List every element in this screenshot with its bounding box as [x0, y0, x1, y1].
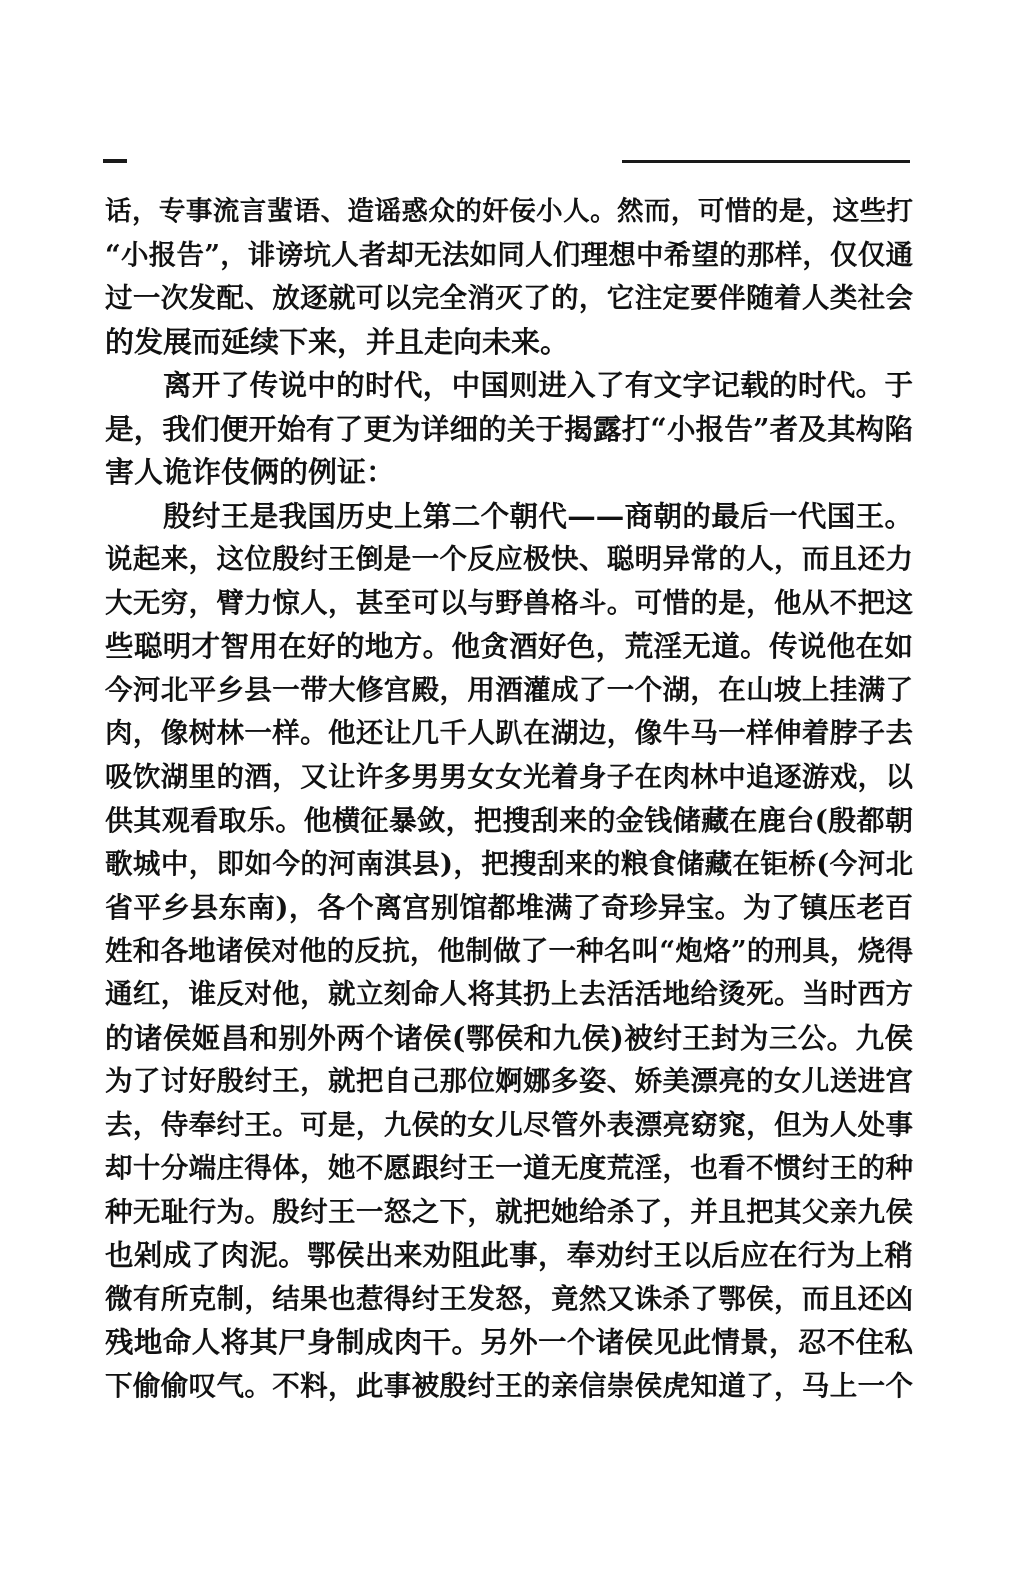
text-line: 离开了传说中的时代，中国则进入了有文字记载的时代。于	[163, 368, 913, 402]
text-line: 为了讨好殷纣王，就把自己那位婀娜多姿、娇美漂亮的女儿送进宫	[105, 1065, 913, 1097]
text-line: 说起来，这位殷纣王倒是一个反应极快、聪明异常的人，而且还力	[105, 543, 913, 575]
text-line: 微有所克制，结果也惹得纣王发怒，竟然又诛杀了鄂侯，而且还凶	[105, 1282, 913, 1315]
text-line: “小报告”，诽谤坑人者却无法如同人们理想中希望的那样，仅仅通	[105, 238, 913, 271]
text-line: 些聪明才智用在好的地方。他贪酒好色，荒淫无道。传说他在如	[105, 629, 913, 663]
text-line: 姓和各地诸侯对他的反抗，他制做了一种名叫“炮烙”的刑具，烧得	[105, 934, 913, 967]
text-line: 过一次发配、放逐就可以完全消灭了的，它注定要伴随着人类社会	[105, 282, 913, 314]
text-line: 大无穷，臂力惊人，甚至可以与野兽格斗。可惜的是，他从不把这	[105, 586, 913, 619]
text-line: 的发展而延续下来，并且走向未来。	[105, 324, 570, 359]
text-line: 歌城中，即如今的河南淇县)，把搜刮来的粮食储藏在钜桥(今河北	[105, 847, 913, 880]
text-line: 省平乡县东南)，各个离宫别馆都堆满了奇珍异宝。为了镇压老百	[105, 891, 913, 924]
body-text	[105, 190, 913, 1408]
text-line: 残地命人将其尸身制成肉干。另外一个诸侯见此情景，忍不住私	[105, 1325, 913, 1359]
text-line: 今河北平乡县一带大修宫殿，用酒灌成了一个湖，在山坡上挂满了	[105, 673, 913, 706]
text-line: 供其观看取乐。他横征暴敛，把搜刮来的金钱储藏在鹿台(殷都朝	[105, 804, 913, 837]
text-line: 却十分端庄得体，她不愿跟纣王一道无度荒淫，也看不惯纣王的种	[105, 1152, 913, 1184]
text-line: 害人诡诈伎俩的例证：	[105, 455, 396, 489]
text-line: 殷纣王是我国历史上第二个朝代——商朝的最后一代国王。	[163, 498, 913, 533]
text-line: 去，侍奉纣王。可是，九侯的女儿尽管外表漂亮窈窕，但为人处事	[105, 1108, 913, 1141]
text-line: 种无耻行为。殷纣王一怒之下，就把她给杀了，并且把其父亲九侯	[105, 1195, 913, 1228]
header-rule-right	[622, 160, 910, 163]
header-rule-left	[103, 159, 127, 163]
text-line: 肉，像树林一样。他还让几千人趴在湖边，像牛马一样伸着脖子去	[105, 717, 913, 749]
text-line: 话，专事流言蜚语、造谣惑众的奸佞小人。然而，可惜的是，这些打	[105, 196, 913, 227]
text-line: 也剁成了肉泥。鄂侯出来劝阻此事，奉劝纣王以后应在行为上稍	[105, 1238, 913, 1272]
text-line: 通红，谁反对他，就立刻命人将其扔上去活活地给烫死。当时西方	[105, 978, 913, 1010]
text-line: 吸饮湖里的酒，又让许多男男女女光着身子在肉林中追逐游戏，以	[105, 760, 913, 793]
text-line: 的诸侯姬昌和别外两个诸侯(鄂侯和九侯)被纣王封为三公。九侯	[105, 1020, 913, 1055]
text-line: 是，我们便开始有了更为详细的关于揭露打“小报告”者及其构陷	[105, 411, 913, 446]
text-line: 下偷偷叹气。不料，此事被殷纣王的亲信崇侯虎知道了，马上一个	[105, 1369, 913, 1402]
